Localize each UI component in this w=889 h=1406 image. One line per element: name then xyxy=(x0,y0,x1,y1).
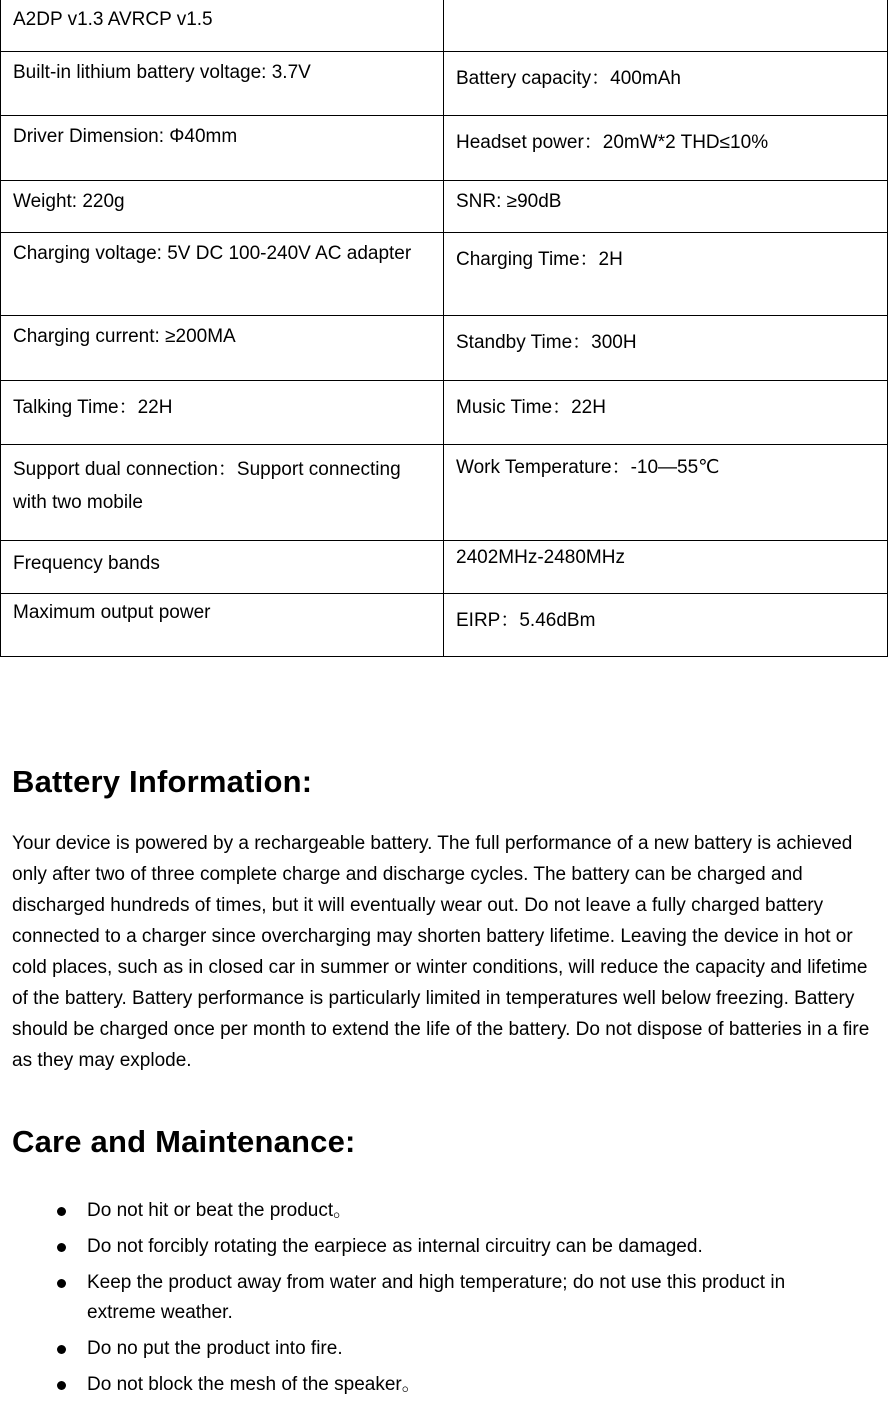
spec-cell-right: SNR: ≥90dB xyxy=(444,181,888,233)
spec-table xyxy=(0,0,888,657)
spec-cell-left: Weight: 220g xyxy=(1,181,444,233)
list-item xyxy=(0,1196,889,1226)
list-item xyxy=(0,1268,889,1328)
bullet-icon xyxy=(57,1243,66,1252)
spec-cell-right: 2402MHz-2480MHz xyxy=(444,541,888,594)
care-heading: Care and Maintenance: xyxy=(12,1124,356,1159)
spec-cell-right: Standby Time：300H xyxy=(444,316,888,381)
bullet-icon xyxy=(57,1381,66,1390)
care-list xyxy=(0,1196,889,1406)
list-item xyxy=(0,1370,889,1400)
spec-cell-left: A2DP v1.3 AVRCP v1.5 xyxy=(1,0,444,52)
battery-heading: Battery Information: xyxy=(12,764,313,799)
bullet-icon xyxy=(57,1207,66,1216)
table-row xyxy=(1,445,888,541)
spec-cell-right: Headset power：20mW*2 THD≤10% xyxy=(444,116,888,181)
bullet-icon xyxy=(57,1345,66,1354)
list-item-text: Do not forcibly rotating the earpiece as internal circuitry can be damaged. xyxy=(87,1236,703,1257)
spec-cell-left: Talking Time：22H xyxy=(1,381,444,445)
spec-cell-left: Maximum output power xyxy=(1,594,444,657)
table-row xyxy=(1,381,888,445)
bullet-icon xyxy=(57,1279,66,1288)
spec-cell-left: Frequency bands xyxy=(1,541,444,594)
spec-cell-left: Built-in lithium battery voltage: 3.7V xyxy=(1,52,444,116)
spec-cell-right: Music Time：22H xyxy=(444,381,888,445)
table-row xyxy=(1,181,888,233)
spec-cell-left: Support dual connection：Support connecting with two mobile xyxy=(1,445,444,541)
list-item-text: Do not block the mesh of the speaker。 xyxy=(87,1374,421,1395)
table-row xyxy=(1,116,888,181)
table-row xyxy=(1,594,888,657)
table-row xyxy=(1,52,888,116)
spec-cell-left: Charging current: ≥200MA xyxy=(1,316,444,381)
table-row xyxy=(1,316,888,381)
table-row xyxy=(1,0,888,52)
spec-cell-right: Charging Time：2H xyxy=(444,233,888,316)
list-item xyxy=(0,1334,889,1364)
list-item-text: Do not hit or beat the product。 xyxy=(87,1200,353,1221)
spec-cell-right: EIRP：5.46dBm xyxy=(444,594,888,657)
table-row xyxy=(1,541,888,594)
table-row xyxy=(1,233,888,316)
list-item-text: Keep the product away from water and high temperature; do not use this product in extreme weather. xyxy=(87,1272,786,1323)
spec-cell-right xyxy=(444,0,888,52)
list-item-text: Do no put the product into fire. xyxy=(87,1338,343,1359)
battery-paragraph: Your device is powered by a rechargeable battery. The full performance of a new battery is achieved only after two of three complete charge and discharge cycles. The battery can be charged and discharged hundreds of times, but it will eventually wear out. Do not leave a fully charged battery connected to a charger since overcharging may shorten battery lifetime. Leaving the device in hot or cold places, such as in closed car in summer or winter conditions, will reduce the capacity and lifetime of the battery. Battery performance is particularly limited in temperatures well below freezing. Battery should be charged once per month to extend the life of the battery. Do not dispose of batteries in a fire as they may explode. xyxy=(12,833,870,1071)
spec-cell-left: Driver Dimension: Φ40mm xyxy=(1,116,444,181)
spec-cell-left: Charging voltage: 5V DC 100-240V AC adapter xyxy=(1,233,444,316)
spec-cell-right: Battery capacity：400mAh xyxy=(444,52,888,116)
list-item xyxy=(0,1232,889,1262)
spec-cell-right: Work Temperature：-10—55℃ xyxy=(444,445,888,541)
